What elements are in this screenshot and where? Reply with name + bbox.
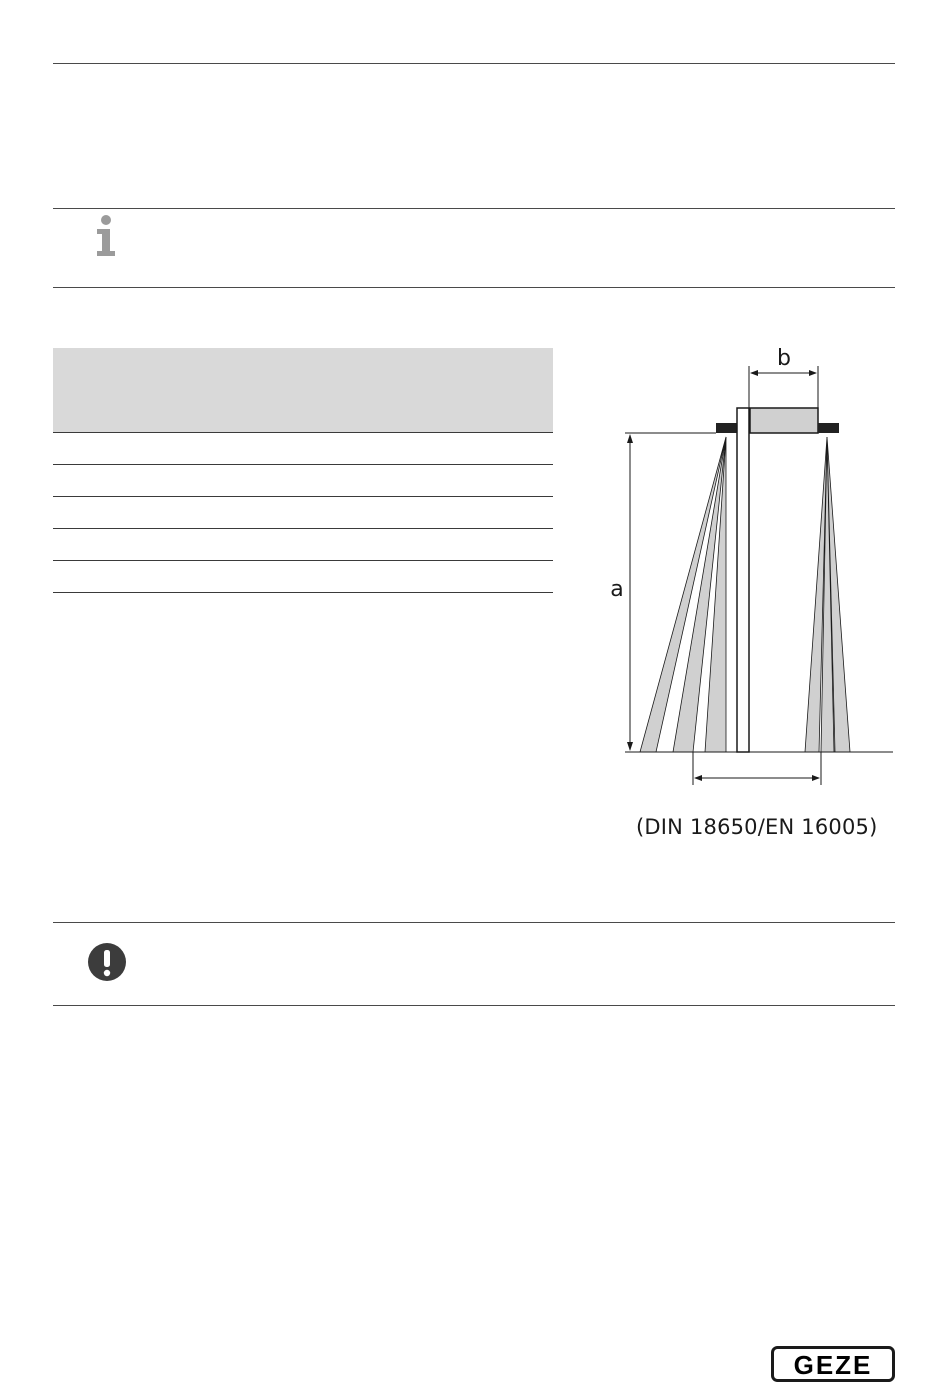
dimension-table (53, 348, 553, 593)
table-header (53, 348, 553, 433)
top-rule (53, 63, 895, 64)
info-note-bottom-rule (53, 287, 895, 288)
exclamation-circle-icon (87, 942, 127, 986)
table-row (53, 529, 553, 561)
table-row (53, 465, 553, 497)
dimension-label-b: b (777, 346, 791, 371)
table-row (53, 561, 553, 593)
warning-note-top-rule (53, 922, 895, 923)
logo-text: GEZE (793, 1350, 873, 1380)
figure-caption: (DIN 18650/EN 16005) (636, 815, 878, 839)
info-note-top-rule (53, 208, 895, 209)
warning-note-bottom-rule (53, 1005, 895, 1006)
detection-field-diagram (590, 335, 910, 875)
info-icon (94, 214, 118, 262)
dimension-label-a: a (610, 577, 624, 602)
table-row (53, 433, 553, 465)
geze-logo (771, 1346, 895, 1382)
table-row (53, 497, 553, 529)
